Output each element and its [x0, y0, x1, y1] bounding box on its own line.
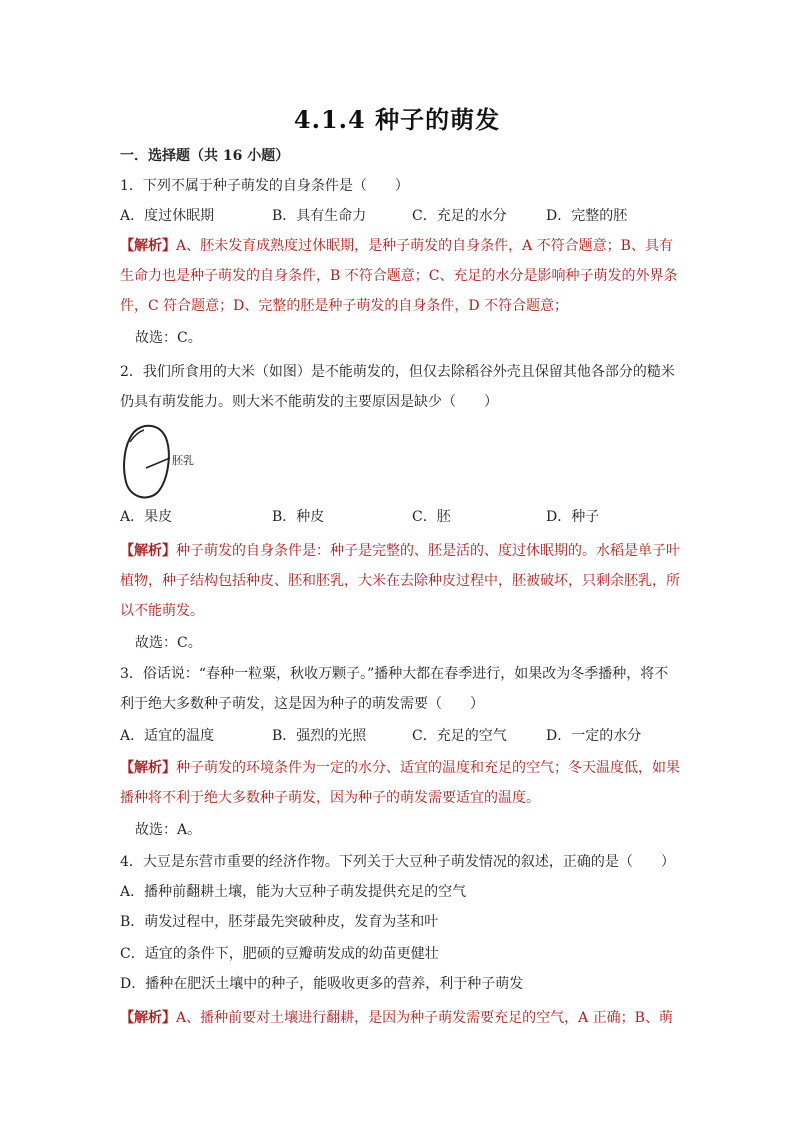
question-1-stem: 1．下列不属于种子萌发的自身条件是（ ）: [120, 178, 409, 194]
document-title: 4.1.4 种子的萌发: [293, 105, 501, 134]
section-heading: 一．选择题（共 16 小题）: [120, 148, 290, 164]
question-1-option-a: A．度过休眠期: [120, 208, 215, 224]
question-1-option-c: C．充足的水分: [412, 208, 507, 224]
question-2-analysis-line-1: 【解析】种子萌发的自身条件是：种子是完整的、胚是活的、度过休眠期的。水稻是单子叶: [120, 543, 680, 559]
question-2-option-b: B．种皮: [272, 509, 325, 525]
question-3-option-d: D．一定的水分: [546, 728, 642, 744]
question-2-analysis-line-2: 植物，种子结构包括种皮、胚和胚乳，大米在去除种皮过程中，胚被破坏，只剩余胚乳，所: [120, 573, 680, 589]
rice-grain-figure: [120, 420, 210, 502]
question-1-option-d: D．完整的胚: [546, 208, 628, 224]
question-3-stem-line-2: 利于绝大多数种子萌发，这是因为种子的萌发需要（ ）: [120, 696, 484, 712]
question-1-analysis-line-3: 件，C 符合题意；D、完整的胚是种子萌发的自身条件，D 不符合题意；: [120, 298, 569, 314]
question-2-option-d: D．种子: [546, 509, 600, 525]
question-4-option-b: B．萌发过程中，胚芽最先突破种皮，发育为茎和叶: [120, 914, 439, 930]
question-1-answer: 故选：C。: [135, 330, 202, 346]
question-3-analysis-line-2: 播种将不利于绝大多数种子萌发，因为种子的萌发需要适宜的温度。: [120, 790, 540, 806]
question-2-analysis-line-3: 以不能萌发。: [120, 603, 204, 619]
question-4-option-a: A．播种前翻耕土壤，能为大豆种子萌发提供充足的空气: [120, 884, 467, 900]
question-2-option-c: C．胚: [412, 509, 451, 525]
pointer-line: [146, 458, 170, 468]
question-2-answer: 故选：C。: [135, 635, 202, 651]
question-3-option-a: A．适宜的温度: [120, 728, 215, 744]
question-3-option-c: C．充足的空气: [412, 728, 507, 744]
question-3-answer: 故选：A。: [135, 822, 202, 838]
question-1-analysis-line-1: 【解析】A、胚未发育成熟度过休眠期，是种子萌发的自身条件，A 不符合题意；B、具有: [120, 238, 673, 254]
question-3-stem-line-1: 3．俗话说：“春种一粒粟，秋收万颗子。”播种大都在春季进行，如果改为冬季播种，将不: [120, 666, 669, 682]
question-3-analysis-line-1: 【解析】种子萌发的环境条件为一定的水分、适宜的温度和充足的空气；冬天温度低，如果: [120, 760, 680, 776]
question-2-stem-line-1: 2．我们所食用的大米（如图）是不能萌发的，但仅去除稻谷外壳且保留其他各部分的糙米: [120, 364, 675, 380]
question-1-analysis-line-2: 生命力也是种子萌发的自身条件，B 不符合题意；C、充足的水分是影响种子萌发的外界条: [120, 268, 678, 284]
question-4-option-c: C．适宜的条件下，肥硕的豆瓣萌发成的幼苗更健壮: [120, 946, 439, 962]
question-4-option-d: D．播种在肥沃土壤中的种子，能吸收更多的营养，利于种子萌发: [120, 976, 524, 992]
endosperm-label: 胚乳: [172, 454, 194, 467]
question-4-stem: 4．大豆是东营市重要的经济作物。下列关于大豆种子萌发情况的叙述，正确的是（ ）: [120, 854, 675, 870]
analysis-tag: 【解析】: [120, 238, 176, 254]
question-4-analysis-line-1: 【解析】A、播种前要对土壤进行翻耕，是因为种子萌发需要充足的空气，A 正确；B、萌: [120, 1010, 673, 1026]
question-2-option-a: A．果皮: [120, 509, 173, 525]
rice-grain-drawing: [120, 420, 210, 502]
question-2-stem-line-2: 仍具有萌发能力。则大米不能萌发的主要原因是缺少（ ）: [120, 394, 498, 410]
question-3-option-b: B．强烈的光照: [272, 728, 367, 744]
question-1-option-b: B．具有生命力: [272, 208, 367, 224]
